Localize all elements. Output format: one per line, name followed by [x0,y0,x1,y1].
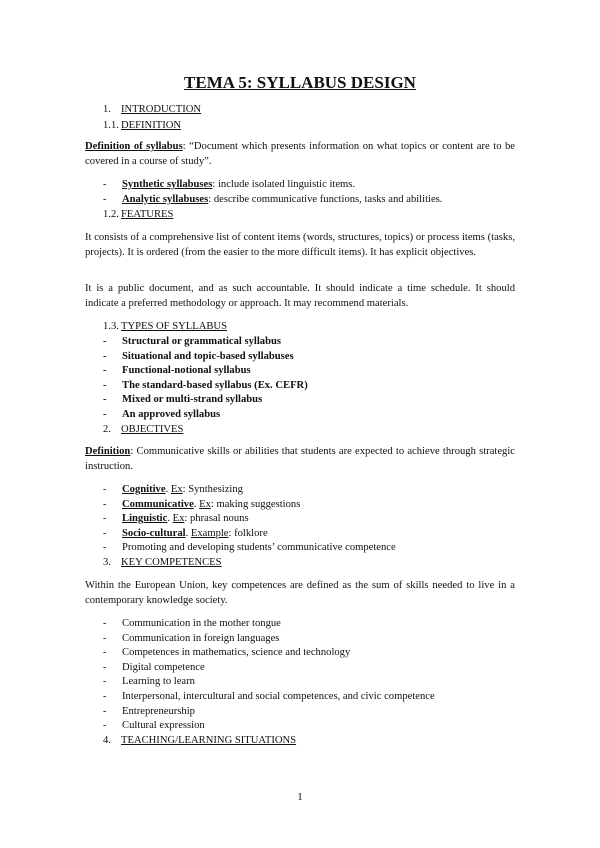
list-item: - Entrepreneurship [103,704,435,719]
kind-text: : describe communicative functions, tasks and abilities. [208,193,443,205]
objective-term: Cognitive [122,484,166,495]
section-features [103,207,173,222]
section-types [103,319,227,334]
list-item: - Competences in mathematics, science and technology [103,645,435,660]
section-label: INTRODUCTION [121,104,202,115]
objectives-paragraph [85,444,515,474]
objective-term: Linguistic [122,513,168,525]
definition-text: : “Document which presents information on what topics or content are to be covered in a course of study”. [85,141,516,167]
list-item: - Communicative. Ex: making suggestions [103,497,396,512]
list-item [103,177,442,192]
list-item: - Interpersonal, intercultural and social competences, and civic competence [103,689,435,704]
definition-paragraph [85,139,515,169]
list-item: - Mixed or multi-strand syllabus [103,392,308,407]
list-item: - Socio-cultural. Example: folklore [103,526,396,541]
syllabus-kinds-list [103,177,442,206]
kind-text: : include isolated linguistic items. [212,179,356,190]
objective-term: Socio-cultural [122,527,186,539]
objective-ex: Ex [170,484,183,495]
list-item: - Linguistic. Ex: phrasal nouns [103,511,396,526]
objective-term: Communicative [122,498,194,510]
section-objectives [103,422,183,437]
list-item: - Cultural expression [103,718,435,733]
section-label: DEFINITION [121,120,182,131]
objective-ex: Ex [199,498,211,510]
section-number: 1.1. [103,120,119,131]
list-item: - Communication in the mother tongue [103,616,435,631]
page-number: 1 [297,791,303,803]
objectives-term: Definition [85,446,131,457]
section-label: FEATURES [121,209,174,220]
section-label: TEACHING/LEARNING SITUATIONS [121,735,297,746]
section-number: 1.2. [103,209,119,220]
section-number: 1.3. [103,321,119,332]
list-item: - An approved syllabus [103,407,308,422]
section-number: 1. [103,104,111,115]
section-label: OBJECTIVES [121,424,184,435]
features-paragraph-2: It is a public document, and as such accountable. It should indicate a time schedule. It should indicate a preferred methodology or approach. It may recommend materials. [85,283,515,309]
section-label: TYPES OF SYLLABUS [121,321,227,332]
section-number: 4. [103,735,111,746]
features-paragraph-1: It consists of a comprehensive list of content items (words, structures, topics) or process items (tasks, projects). It is ordered (from the easier to the more difficult items). It has explicit objectives. [85,232,515,258]
section-label: KEY COMPETENCES [121,557,222,568]
competences-paragraph: Within the European Union, key competences are defined as the sum of skills needed to live in a contemporary knowledge society. [85,580,515,606]
objectives-text: : Communicative skills or abilities that students are expected to achieve through strategic instruction. [85,446,515,472]
list-item: - Cognitive. Ex: Synthesizing [103,482,396,497]
objective-ex: Example [190,527,229,539]
list-item: - Digital competence [103,660,435,675]
list-item [103,192,442,207]
section-competences [103,555,222,570]
syllabus-types-list [103,334,308,422]
competences-list [103,616,435,733]
section-number: 3. [103,557,111,568]
list-item: - Situational and topic-based syllabuses [103,349,308,364]
list-item: - Learning to learn [103,674,435,689]
list-item: - Functional-notional syllabus [103,363,308,378]
section-introduction [103,102,201,117]
section-teaching [103,733,296,748]
kind-term: Analytic syllabuses [122,193,209,205]
document-title: TEMA 5: SYLLABUS DESIGN [184,73,416,92]
list-item: - Structural or grammatical syllabus [103,334,308,349]
definition-term: Definition of syllabus [85,141,183,152]
section-number: 2. [103,424,111,435]
kind-term: Synthetic syllabuses [122,179,213,190]
objectives-list [103,482,396,555]
list-item: - The standard-based syllabus (Ex. CEFR) [103,378,308,393]
list-item: - Promoting and developing students’ communicative competence [103,540,396,555]
objective-ex: Ex [172,513,185,525]
list-item: - Communication in foreign languages [103,631,435,646]
section-definition [103,118,181,133]
